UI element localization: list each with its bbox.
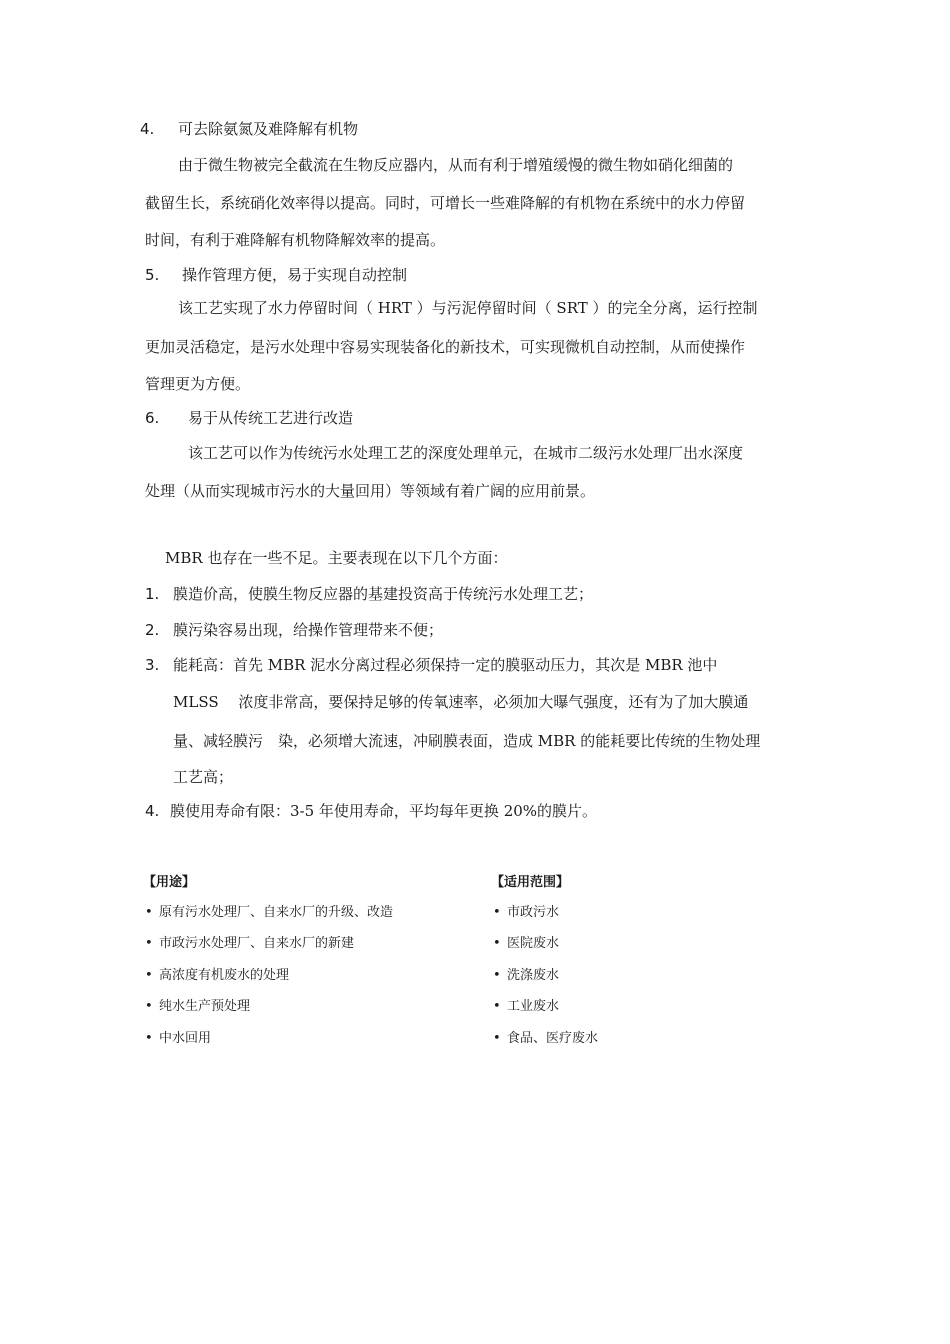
drawback-1-number: 1. bbox=[145, 585, 160, 603]
drawbacks-intro: MBR 也存在一些不足。主要表现在以下几个方面： bbox=[165, 549, 508, 567]
uses-title: 【用途】 bbox=[143, 875, 196, 890]
bullet-icon: • bbox=[145, 968, 153, 983]
bullet-icon: • bbox=[145, 1031, 153, 1046]
uses-item: • 市政污水处理厂、自来水厂的新建 bbox=[145, 936, 355, 951]
drawback-3-line-2: MLSS 浓度非常高，要保持足够的传氧速率，必须加大曝气强度，还有为了加大膜通 bbox=[173, 693, 749, 711]
drawback-2-text: 膜污染容易出现，给操作管理带来不便； bbox=[173, 621, 444, 639]
drawback-3-line-1: 能耗高：首先 MBR 泥水分离过程必须保持一定的膜驱动压力，其次是 MBR 池中 bbox=[173, 656, 718, 674]
bullet-icon: • bbox=[493, 968, 501, 983]
bullet-icon: • bbox=[493, 999, 501, 1014]
section-5-heading: 操作管理方便，易于实现自动控制 bbox=[182, 266, 408, 284]
bullet-icon: • bbox=[145, 936, 153, 951]
section-6-number: 6. bbox=[145, 409, 160, 427]
scope-item: • 洗涤废水 bbox=[493, 968, 560, 983]
bullet-icon: • bbox=[493, 936, 501, 951]
section-4-heading: 可去除氨氮及难降解有机物 bbox=[178, 120, 359, 138]
drawback-4-number: 4. bbox=[145, 802, 160, 820]
bullet-icon: • bbox=[145, 905, 153, 920]
section-5-line-1: 该工艺实现了水力停留时间（ HRT ）与污泥停留时间（ SRT ）的完全分离，运行控制 bbox=[178, 299, 758, 317]
uses-item: • 原有污水处理厂、自来水厂的升级、改造 bbox=[145, 905, 394, 920]
drawback-3-number: 3. bbox=[145, 656, 160, 674]
uses-item: • 纯水生产预处理 bbox=[145, 999, 251, 1014]
bullet-icon: • bbox=[493, 1031, 501, 1046]
section-5-line-3: 管理更为方便。 bbox=[145, 375, 251, 393]
scope-item: • 医院废水 bbox=[493, 936, 560, 951]
drawback-3-line-4: 工艺高； bbox=[173, 768, 234, 786]
uses-item: • 中水回用 bbox=[145, 1031, 212, 1046]
section-4-line-2: 截留生长，系统硝化效率得以提高。同时，可增长一些难降解的有机物在系统中的水力停留 bbox=[145, 194, 746, 212]
scope-title: 【适用范围】 bbox=[491, 875, 570, 890]
drawback-1-text: 膜造价高，使膜生物反应器的基建投资高于传统污水处理工艺； bbox=[173, 585, 594, 603]
section-6-heading: 易于从传统工艺进行改造 bbox=[188, 409, 354, 427]
section-6-line-2: 处理（从而实现城市污水的大量回用）等领域有着广阔的应用前景。 bbox=[145, 482, 596, 500]
section-4-number: 4. bbox=[140, 120, 155, 138]
section-4-line-1: 由于微生物被完全截流在生物反应器内，从而有利于增殖缓慢的微生物如硝化细菌的 bbox=[178, 156, 734, 174]
drawback-3-line-3: 量、减轻膜污 染，必须增大流速，冲刷膜表面，造成 MBR 的能耗要比传统的生物处理 bbox=[173, 732, 761, 750]
drawback-4-text: 膜使用寿命有限：3-5 年使用寿命，平均每年更换 20%的膜片。 bbox=[170, 802, 598, 820]
bullet-icon: • bbox=[145, 999, 153, 1014]
drawback-2-number: 2. bbox=[145, 621, 160, 639]
section-6-line-1: 该工艺可以作为传统污水处理工艺的深度处理单元，在城市二级污水处理厂出水深度 bbox=[188, 444, 744, 462]
section-4-line-3: 时间，有利于难降解有机物降解效率的提高。 bbox=[145, 231, 446, 249]
bullet-icon: • bbox=[493, 905, 501, 920]
section-5-line-2: 更加灵活稳定，是污水处理中容易实现装备化的新技术，可实现微机自动控制，从而使操作 bbox=[145, 338, 746, 356]
uses-item: • 高浓度有机废水的处理 bbox=[145, 968, 290, 983]
scope-item: • 食品、医疗废水 bbox=[493, 1031, 599, 1046]
section-5-number: 5. bbox=[145, 266, 160, 284]
scope-item: • 市政污水 bbox=[493, 905, 560, 920]
scope-item: • 工业废水 bbox=[493, 999, 560, 1014]
